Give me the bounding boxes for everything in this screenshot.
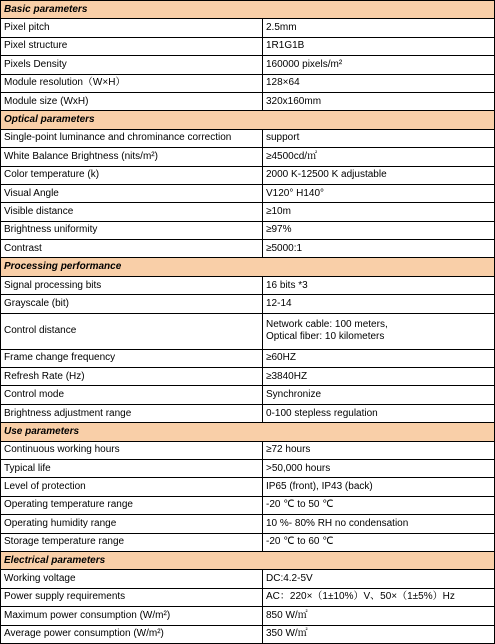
param-name: Continuous working hours [1,441,263,459]
param-name: Operating temperature range [1,496,263,514]
param-name: Brightness adjustment range [1,404,263,422]
param-name: Refresh Rate (Hz) [1,368,263,386]
section-header-processing [1,258,495,276]
param-name: Color temperature (k) [1,166,263,184]
table-row [1,295,495,313]
param-value: DC:4.2-5V [263,570,495,588]
param-name: Control distance [1,313,263,349]
param-name: Storage temperature range [1,533,263,551]
param-value: ≥4500cd/㎡ [263,148,495,166]
table-row [1,184,495,202]
table-row [1,19,495,37]
table-row [1,349,495,367]
table-row [1,92,495,110]
section-header-use [1,423,495,441]
param-name: Pixels Density [1,56,263,74]
section-title: Use parameters [1,423,495,441]
param-name: Grayscale (bit) [1,295,263,313]
table-row [1,129,495,147]
table-row [1,74,495,92]
param-value: 2000 K-12500 K adjustable [263,166,495,184]
section-title: Optical parameters [1,111,495,129]
param-name: Module resolution（W×H） [1,74,263,92]
param-value: 128×64 [263,74,495,92]
section-header-electrical [1,551,495,569]
param-value: support [263,129,495,147]
section-header-optical [1,111,495,129]
param-name: Contrast [1,240,263,258]
param-name: Signal processing bits [1,276,263,294]
table-row [1,221,495,239]
param-value: Synchronize [263,386,495,404]
param-name: Visible distance [1,203,263,221]
param-value: 16 bits *3 [263,276,495,294]
table-row [1,148,495,166]
section-title: Electrical parameters [1,551,495,569]
param-name: Operating humidity range [1,515,263,533]
table-row [1,496,495,514]
param-value: 10 %- 80% RH no condensation [263,515,495,533]
param-value-line: Network cable: 100 meters, [266,319,388,331]
param-name: Control mode [1,386,263,404]
param-value: ≥97% [263,221,495,239]
param-name: Visual Angle [1,184,263,202]
param-value: 12-14 [263,295,495,313]
param-value: 320x160mm [263,92,495,110]
table-row [1,533,495,551]
param-name: Level of protection [1,478,263,496]
param-value: >50,000 hours [263,459,495,477]
param-value: -20 ℃ to 60 ℃ [263,533,495,551]
table-row [1,166,495,184]
param-value: 160000 pixels/m² [263,56,495,74]
table-row [1,404,495,422]
table-row [1,441,495,459]
param-value-line: Optical fiber: 10 kilometers [266,331,385,343]
param-value [263,313,495,349]
param-name: Module size (WxH) [1,92,263,110]
table-row [1,570,495,588]
param-name: Single-point luminance and chrominance correction [1,129,263,147]
table-row [1,515,495,533]
section-title: Processing performance [1,258,495,276]
param-name: Maximum power consumption (W/m²) [1,607,263,625]
table-row [1,240,495,258]
param-name: Power supply requirements [1,588,263,606]
table-row [1,276,495,294]
param-value: ≥3840HZ [263,368,495,386]
param-name: Average power consumption (W/m²) [1,625,263,643]
table-row [1,37,495,55]
param-name: White Balance Brightness (nits/m²) [1,148,263,166]
param-value: ≥5000:1 [263,240,495,258]
param-value: ≥72 hours [263,441,495,459]
param-value: 1R1G1B [263,37,495,55]
param-value: AC：220×（1±10%）V、50×（1±5%）Hz [263,588,495,606]
table-row [1,203,495,221]
table-row [1,386,495,404]
table-row [1,478,495,496]
param-value: -20 ℃ to 50 ℃ [263,496,495,514]
table-row [1,588,495,606]
table-row [1,607,495,625]
param-value: ≥60HZ [263,349,495,367]
table-row [1,625,495,643]
table-row [1,313,495,349]
param-name: Brightness uniformity [1,221,263,239]
param-name: Working voltage [1,570,263,588]
param-name: Pixel pitch [1,19,263,37]
param-value: IP65 (front), IP43 (back) [263,478,495,496]
table-row [1,368,495,386]
param-value: 2.5mm [263,19,495,37]
param-name: Pixel structure [1,37,263,55]
param-value: 850 W/㎡ [263,607,495,625]
param-name: Frame change frequency [1,349,263,367]
table-row [1,459,495,477]
section-title: Basic parameters [1,1,495,19]
param-value: 0-100 stepless regulation [263,404,495,422]
param-value: ≥10m [263,203,495,221]
param-value: 350 W/㎡ [263,625,495,643]
section-header-basic [1,1,495,19]
param-value: V120° H140° [263,184,495,202]
table-row [1,56,495,74]
param-name: Typical life [1,459,263,477]
